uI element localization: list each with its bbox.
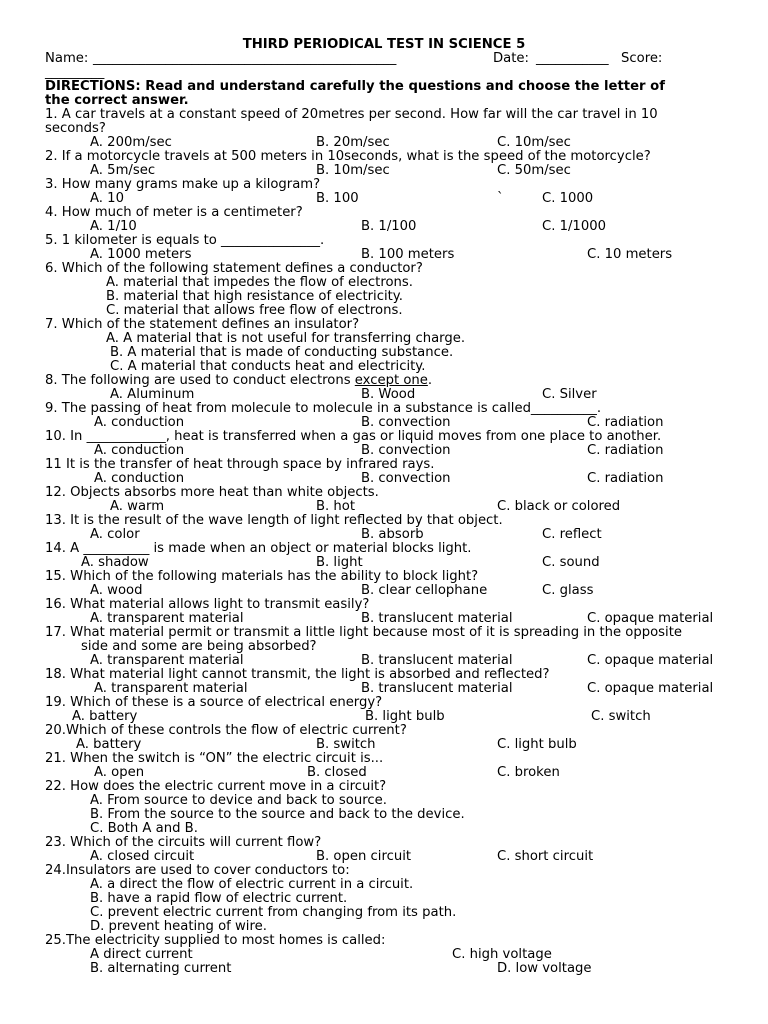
- choice-c: C. high voltage: [452, 947, 552, 962]
- choice-b: B. switch: [316, 737, 376, 752]
- choice-b: B. alternating current: [90, 961, 232, 976]
- choice-a: A. From source to device and back to source.: [90, 793, 387, 808]
- question-stem: 22. How does the electric current move in a circuit?: [45, 779, 387, 794]
- choice-b: B. 100: [316, 191, 359, 206]
- choice-c: C. 10 meters: [587, 247, 673, 262]
- directions-line-2: the correct answer.: [45, 93, 189, 108]
- choice-a: A. transparent material: [90, 611, 244, 626]
- choice-c: C. reflect: [542, 527, 602, 542]
- choice-a: A. material that impedes the flow of electrons.: [106, 275, 413, 290]
- question-stem: 13. It is the result of the wave length of light reflected by that object.: [45, 513, 503, 528]
- choice-c: C. switch: [591, 709, 651, 724]
- choice-c: C. 10m/sec: [497, 135, 571, 150]
- choice-a: A. conduction: [94, 443, 185, 458]
- choice-d: D. prevent heating of wire.: [90, 919, 267, 934]
- date-blank: ___________: [536, 51, 609, 66]
- choice-b: B. hot: [316, 499, 356, 514]
- choice-a: A. 10: [90, 191, 124, 206]
- choice-a: A. transparent material: [94, 681, 248, 696]
- directions-label: DIRECTIONS:: [45, 79, 141, 94]
- choice-a: A. 5m/sec: [90, 163, 156, 178]
- choice-c: C. 50m/sec: [497, 163, 571, 178]
- question-stem-text: 8. The following are used to conduct electrons: [45, 373, 355, 388]
- choice-c: C. prevent electric current from changing from its path.: [90, 905, 457, 920]
- date-label: Date:: [493, 51, 529, 66]
- choice-b: B. closed: [307, 765, 367, 780]
- choice-b: B. have a rapid flow of electric current.: [90, 891, 348, 906]
- choice-b: B. translucent material: [361, 681, 513, 696]
- directions-line-1: [45, 80, 665, 94]
- question-stem: 6. Which of the following statement defines a conductor?: [45, 261, 423, 276]
- choice-a: A. conduction: [94, 471, 185, 486]
- question-stem: 12. Objects absorbs more heat than white objects.: [45, 485, 379, 500]
- choice-a: A. color: [90, 527, 140, 542]
- choice-a: A. A material that is not useful for transferring charge.: [106, 331, 466, 346]
- stray-mark: `: [497, 191, 504, 206]
- choice-b: B. light bulb: [365, 709, 445, 724]
- choice-b: B. convection: [361, 415, 451, 430]
- choice-c: C. broken: [497, 765, 560, 780]
- choice-a: A. Aluminum: [110, 387, 195, 402]
- question-stem: 23. Which of the circuits will current flow?: [45, 835, 322, 850]
- choice-a: A. open: [94, 765, 145, 780]
- choice-c: C. Both A and B.: [90, 821, 198, 836]
- choice-b: B. light: [316, 555, 363, 570]
- choice-c: C. short circuit: [497, 849, 594, 864]
- underlined-emphasis: except one: [354, 373, 428, 388]
- score-label: Score:: [621, 51, 663, 66]
- choice-b: B. 20m/sec: [316, 135, 390, 150]
- choice-b: B. convection: [361, 443, 451, 458]
- choice-a: A. a direct the flow of electric current in a circuit.: [90, 877, 414, 892]
- question-stem: 15. Which of the following materials has the ability to block light?: [45, 569, 479, 584]
- choice-b: B. material that high resistance of electricity.: [106, 289, 403, 304]
- choice-b: B. 1/100: [361, 219, 417, 234]
- page-title: THIRD PERIODICAL TEST IN SCIENCE 5: [242, 37, 526, 52]
- choice-a: A. 1000 meters: [90, 247, 192, 262]
- choice-c: C. 1/1000: [542, 219, 606, 234]
- question-stem: 4. How much of meter is a centimeter?: [45, 205, 303, 220]
- choice-c: C. light bulb: [497, 737, 577, 752]
- choice-b: B. clear cellophane: [361, 583, 488, 598]
- question-stem: 17. What material permit or transmit a little light because most of it is spreading in the opposite: [45, 625, 682, 640]
- choice-a: A. closed circuit: [90, 849, 195, 864]
- question-stem: 14. A __________ is made when an object or material blocks light.: [45, 541, 472, 556]
- question-stem: 5. 1 kilometer is equals to _______________.: [45, 233, 325, 248]
- choice-b: B. translucent material: [361, 653, 513, 668]
- name-label: Name:: [45, 51, 89, 66]
- directions-text: Read and understand carefully the questions and choose the letter of: [145, 79, 665, 94]
- choice-a: A. 1/10: [90, 219, 137, 234]
- question-stem: 7. Which of the statement defines an insulator?: [45, 317, 360, 332]
- name-blank: ______________________________________________: [93, 51, 397, 66]
- choice-c: C. radiation: [587, 471, 664, 486]
- question-stem: 11 It is the transfer of heat through space by infrared rays.: [45, 457, 435, 472]
- choice-c: C. 1000: [542, 191, 594, 206]
- choice-b: B. open circuit: [316, 849, 412, 864]
- choice-c: C. opaque material: [587, 611, 714, 626]
- choice-a: A. transparent material: [90, 653, 244, 668]
- question-stem: 10. In ____________, heat is transferred when a gas or liquid moves from one place to another.: [45, 429, 662, 444]
- score-blank: _________: [45, 65, 105, 80]
- choice-a: A. wood: [90, 583, 143, 598]
- choice-a: A. battery: [72, 709, 138, 724]
- choice-b: B. A material that is made of conducting substance.: [110, 345, 454, 360]
- choice-a: A. battery: [76, 737, 142, 752]
- question-stem: 16. What material allows light to transmit easily?: [45, 597, 370, 612]
- question-stem: [45, 374, 432, 388]
- choice-b: B. convection: [361, 471, 451, 486]
- choice-c: C. Silver: [542, 387, 597, 402]
- choice-c: C. black or colored: [497, 499, 621, 514]
- question-stem: 3. How many grams make up a kilogram?: [45, 177, 321, 192]
- choice-c: C. opaque material: [587, 653, 714, 668]
- choice-c: C. material that allows free flow of electrons.: [106, 303, 403, 318]
- choice-a: A. conduction: [94, 415, 185, 430]
- choice-b: B. 10m/sec: [316, 163, 390, 178]
- choice-a: A. warm: [110, 499, 165, 514]
- question-stem: 9. The passing of heat from molecule to molecule in a substance is called__________.: [45, 401, 602, 416]
- choice-b: B. Wood: [361, 387, 416, 402]
- question-stem-continued: seconds?: [45, 121, 106, 136]
- choice-d: D. low voltage: [497, 961, 592, 976]
- choice-c: C. radiation: [587, 443, 664, 458]
- choice-a: A. shadow: [81, 555, 149, 570]
- question-stem: 20.Which of these controls the flow of electric current?: [45, 723, 407, 738]
- choice-c: C. radiation: [587, 415, 664, 430]
- question-stem: 25.The electricity supplied to most homes is called:: [45, 933, 386, 948]
- choice-b: B. absorb: [361, 527, 424, 542]
- question-stem: 2. If a motorcycle travels at 500 meters in 10seconds, what is the speed of the motorcycle?: [45, 149, 651, 164]
- question-stem: 19. Which of these is a source of electrical energy?: [45, 695, 383, 710]
- choice-b: B. translucent material: [361, 611, 513, 626]
- choice-a: A. 200m/sec: [90, 135, 172, 150]
- question-stem: 21. When the switch is “ON” the electric circuit is...: [45, 751, 384, 766]
- question-stem-continued: side and some are being absorbed?: [81, 639, 317, 654]
- choice-c: C. glass: [542, 583, 594, 598]
- choice-b: B. From the source to the source and back to the device.: [90, 807, 465, 822]
- choice-c: C. opaque material: [587, 681, 714, 696]
- question-stem-end: .: [427, 373, 433, 388]
- choice-c: C. sound: [542, 555, 600, 570]
- question-stem: 18. What material light cannot transmit, the light is absorbed and reflected?: [45, 667, 550, 682]
- choice-a: A direct current: [90, 947, 193, 962]
- choice-c: C. A material that conducts heat and electricity.: [110, 359, 426, 374]
- question-stem: 24.Insulators are used to cover conductors to:: [45, 863, 350, 878]
- choice-b: B. 100 meters: [361, 247, 455, 262]
- question-stem: 1. A car travels at a constant speed of 20metres per second. How far will the car travel in 10: [45, 107, 658, 122]
